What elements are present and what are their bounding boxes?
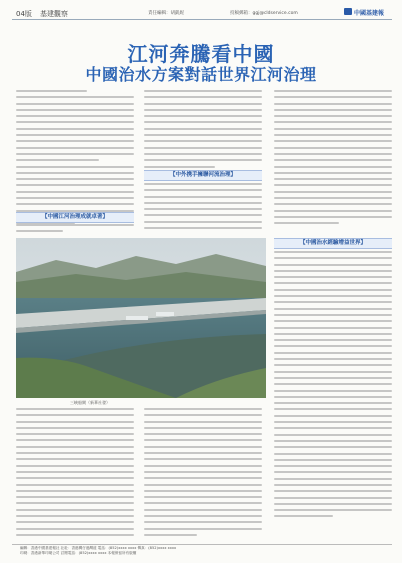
photo-caption: 三峽船閘（新華社發） bbox=[70, 400, 110, 405]
headline-sub: 中國治水方案對話世界江河治理 bbox=[85, 65, 317, 84]
submission-email: 投稿郵箱：ggj@cldservice.com bbox=[230, 11, 298, 16]
article-column-2-lower bbox=[144, 408, 262, 542]
subhead-achievements: 【中國江河治理成就卓著】 bbox=[16, 212, 134, 223]
headline-main: 江河奔騰看中國 bbox=[127, 42, 275, 66]
article-column-3 bbox=[274, 90, 392, 238]
page-header bbox=[0, 0, 402, 26]
page-number: 04版 bbox=[16, 10, 32, 18]
article-column-1 bbox=[16, 90, 134, 230]
article-column-1-lower bbox=[16, 408, 134, 542]
newspaper-logo: 中國基建報 bbox=[354, 10, 385, 17]
article-column-3-cont bbox=[274, 251, 392, 541]
page-footer bbox=[20, 546, 390, 556]
footer-line-1: 編輯：香港中國基建報社 社址：香港灣仔港灣道 電話：(852)xxxx xxxx 傳真：(852)xxxx xxxx bbox=[20, 546, 177, 550]
footer-divider bbox=[12, 544, 392, 545]
section-title: 基建觀察 bbox=[40, 10, 68, 18]
logo-icon bbox=[344, 8, 352, 15]
article-column-2-cont bbox=[144, 183, 262, 235]
subhead-experience: 【中國治水經驗增益世界】 bbox=[274, 238, 392, 249]
editor-credit: 責任編輯：胡凱妮 bbox=[148, 11, 184, 16]
header-divider bbox=[12, 19, 392, 20]
article-column-1-cont bbox=[16, 224, 134, 236]
subhead-cooperation: 【中外携手擁聯河流治理】 bbox=[144, 170, 262, 181]
footer-line-2: 印刷：香港新華印刷公司 訂閱電話：(852)xxxx xxxx 本報保留所有版權 bbox=[20, 551, 137, 555]
dam-photo bbox=[16, 238, 266, 398]
